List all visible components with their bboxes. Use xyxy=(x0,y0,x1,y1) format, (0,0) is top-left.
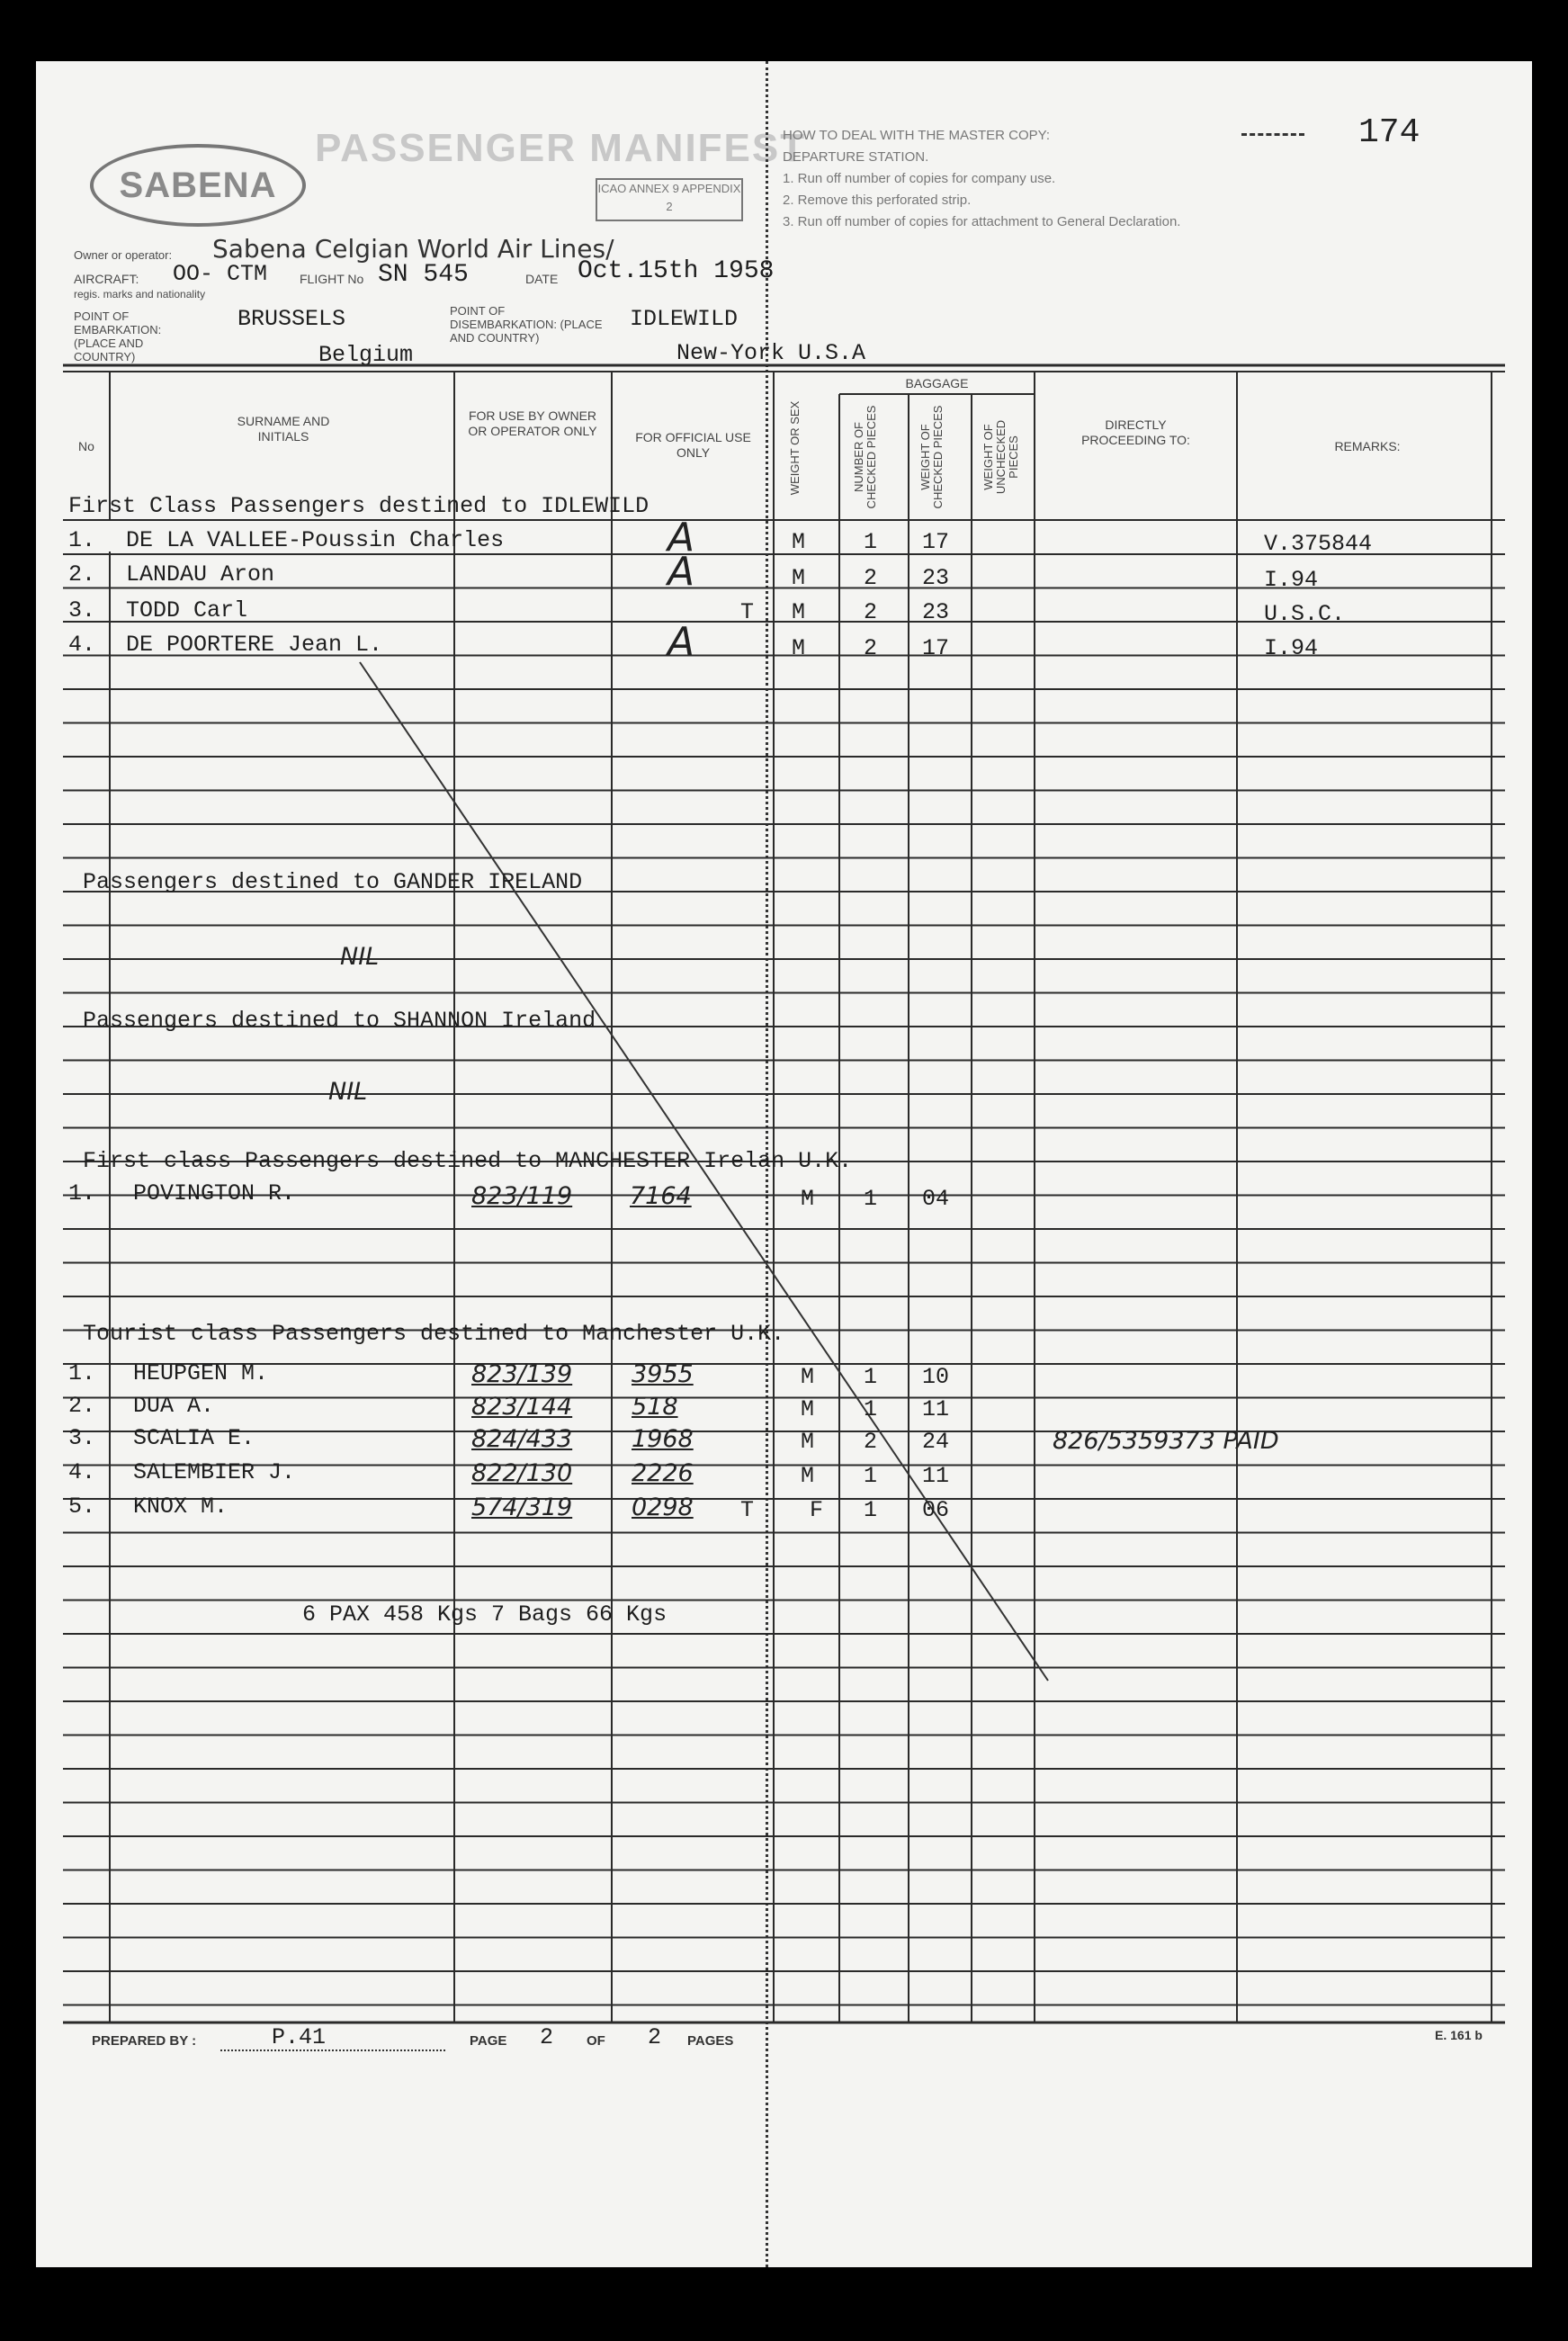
aircraft-label: AIRCRAFT: xyxy=(74,272,139,286)
shannon-nil: NIL xyxy=(328,1078,368,1106)
row-official: 518 xyxy=(632,1393,678,1421)
of-label: OF xyxy=(587,2033,605,2049)
col-weight-sex: WEIGHT OR SEX xyxy=(788,400,802,496)
row-official: 7164 xyxy=(630,1182,692,1210)
row-pieces: 1 xyxy=(864,1364,878,1390)
page-label: PAGE xyxy=(470,2033,507,2049)
row-name: SALEMBIER J. xyxy=(133,1459,296,1485)
row-pieces: 2 xyxy=(864,1429,878,1455)
prepared-underline xyxy=(220,2049,445,2051)
row-flag: T xyxy=(740,1497,755,1523)
row-official: A xyxy=(668,515,695,561)
row-owner: 823/119 xyxy=(471,1182,573,1210)
row-official: 2226 xyxy=(632,1459,694,1487)
embark-label: POINT OF EMBARKATION: (PLACE AND COUNTRY) xyxy=(74,309,162,363)
row-no: 5. xyxy=(68,1493,96,1520)
row-name: TODD Carl xyxy=(126,597,248,623)
row-sex: M xyxy=(792,529,806,555)
row-weight: 04 xyxy=(922,1186,950,1212)
section-title-idlewild: First Class Passengers destined to IDLEWILD xyxy=(68,493,650,519)
row-name: DUA A. xyxy=(133,1393,215,1419)
row-directly: 826/5359373 PAID xyxy=(1053,1427,1279,1455)
row-weight: 17 xyxy=(922,529,950,555)
row-no: 3. xyxy=(68,597,96,623)
row-weight: 06 xyxy=(922,1497,950,1523)
row-sex: M xyxy=(792,635,806,661)
pages-label: PAGES xyxy=(687,2033,734,2049)
row-pieces: 1 xyxy=(864,1463,878,1489)
row-no: 2. xyxy=(68,1393,96,1419)
icao-stamp-text: ICAO ANNEX 9 APPENDIX 2 xyxy=(597,182,741,213)
row-sex: M xyxy=(792,565,806,591)
col-weight-checked: WEIGHT OF CHECKED PIECES xyxy=(918,405,945,509)
row-pieces: 1 xyxy=(864,1396,878,1422)
row-pieces: 1 xyxy=(864,529,878,555)
col-no: No xyxy=(78,439,94,453)
row-official: 0298 xyxy=(632,1493,694,1521)
row-owner: 823/144 xyxy=(471,1393,573,1421)
row-sex: M xyxy=(801,1463,815,1489)
instruction-line-2: 1. Run off number of copies for company use. xyxy=(783,171,1056,186)
row-official: 1968 xyxy=(632,1425,694,1453)
row-pieces: 2 xyxy=(864,635,878,661)
instruction-line-0: HOW TO DEAL WITH THE MASTER COPY: xyxy=(783,128,1050,143)
section-title-gander: Passengers destined to GANDER IRELAND xyxy=(83,869,583,895)
row-weight: 24 xyxy=(922,1429,950,1455)
row-no: 4. xyxy=(68,1459,96,1485)
embark-city: BRUSSELS xyxy=(237,306,346,332)
row-owner: 824/433 xyxy=(471,1425,573,1453)
col-remarks: REMARKS: xyxy=(1334,439,1401,453)
row-no: 1. xyxy=(68,1180,96,1206)
row-weight: 23 xyxy=(922,599,950,625)
row-weight: 23 xyxy=(922,565,950,591)
col-weight-unchecked: WEIGHT OF UNCHECKED PIECES xyxy=(981,419,1020,495)
row-owner: 823/139 xyxy=(471,1360,573,1388)
totals-summary: 6 PAX 458 Kgs 7 Bags 66 Kgs xyxy=(302,1601,668,1628)
row-sex: M xyxy=(801,1364,815,1390)
row-weight: 17 xyxy=(922,635,950,661)
row-owner: 574/319 xyxy=(471,1493,573,1521)
row-no: 4. xyxy=(68,632,96,658)
row-name: KNOX M. xyxy=(133,1493,228,1520)
disembark-country: New-York U.S.A xyxy=(676,340,866,366)
flight-label: FLIGHT No xyxy=(300,272,364,286)
row-sex: M xyxy=(792,599,806,625)
gander-nil: NIL xyxy=(340,943,380,971)
col-directly: DIRECTLY PROCEEDING TO: xyxy=(1081,417,1190,447)
row-sex: F xyxy=(810,1497,824,1523)
row-pieces: 1 xyxy=(864,1186,878,1212)
manifest-title: PASSENGER MANIFEST xyxy=(315,126,807,170)
flight-date: Oct.15th 1958 xyxy=(578,257,775,285)
manifest-sheet xyxy=(36,61,1532,2267)
instruction-line-1: DEPARTURE STATION. xyxy=(783,149,929,165)
col-baggage: BAGGAGE xyxy=(905,376,969,390)
col-official: FOR OFFICIAL USE ONLY xyxy=(635,430,751,460)
prepared-value: P.41 xyxy=(272,2024,327,2050)
page-number: 174 xyxy=(1358,113,1420,152)
row-name: DE LA VALLEE-Poussin Charles xyxy=(126,527,505,553)
embark-country: Belgium xyxy=(318,342,414,368)
instruction-line-3: 2. Remove this perforated strip. xyxy=(783,193,972,208)
section-title-manchester-tourist: Tourist class Passengers destined to Manchester U.K. xyxy=(83,1321,785,1347)
row-name: SCALIA E. xyxy=(133,1425,255,1451)
aircraft-value: OO- CTM xyxy=(173,261,268,287)
disembark-label: POINT OF DISEMBARKATION: (PLACE AND COUNTRY) xyxy=(450,304,603,345)
row-flag: T xyxy=(740,599,755,625)
row-remarks: U.S.C. xyxy=(1264,601,1346,627)
date-label: DATE xyxy=(525,272,559,286)
row-sex: M xyxy=(801,1396,815,1422)
row-official: 3955 xyxy=(632,1360,694,1388)
of-value: 2 xyxy=(648,2024,662,2050)
form-code: E. 161 b xyxy=(1435,2028,1483,2042)
row-official: A xyxy=(668,619,695,665)
prepared-label: PREPARED BY : xyxy=(92,2033,197,2049)
col-owner: FOR USE BY OWNER OR OPERATOR ONLY xyxy=(468,408,597,438)
row-sex: M xyxy=(801,1429,815,1455)
row-name: HEUPGEN M. xyxy=(133,1360,269,1386)
row-weight: 11 xyxy=(922,1396,950,1422)
section-title-manchester-first: First class Passengers destined to MANCHESTER Irelan U.K. xyxy=(83,1148,853,1174)
col-surname: SURNAME AND INITIALS xyxy=(237,414,330,444)
row-no: 2. xyxy=(68,561,96,587)
row-name: DE POORTERE Jean L. xyxy=(126,632,383,658)
flight-no: SN 545 xyxy=(378,261,469,289)
operator-label: Owner or operator: xyxy=(74,248,173,262)
row-pieces: 2 xyxy=(864,565,878,591)
row-name: POVINGTON R. xyxy=(133,1180,296,1206)
row-official: A xyxy=(668,549,695,595)
section-title-shannon: Passengers destined to SHANNON Ireland xyxy=(83,1008,596,1034)
row-sex: M xyxy=(801,1186,815,1212)
row-weight: 11 xyxy=(922,1463,950,1489)
row-pieces: 2 xyxy=(864,599,878,625)
sabena-logo: SABENA xyxy=(90,144,306,227)
instruction-line-4: 3. Run off number of copies for attachment to General Declaration. xyxy=(783,214,1181,229)
row-remarks: V.375844 xyxy=(1264,531,1373,557)
row-no: 1. xyxy=(68,527,96,553)
row-owner: 822/130 xyxy=(471,1459,573,1487)
aircraft-sub: regis. marks and nationality xyxy=(74,288,206,300)
row-remarks: I.94 xyxy=(1264,567,1319,593)
page-value: 2 xyxy=(540,2024,554,2050)
operator-value: Sabena Celgian World Air Lines/ xyxy=(212,234,614,264)
row-remarks: I.94 xyxy=(1264,635,1319,661)
col-pieces: NUMBER OF CHECKED PIECES xyxy=(852,405,878,509)
disembark-city: IDLEWILD xyxy=(630,306,739,332)
row-weight: 10 xyxy=(922,1364,950,1390)
row-no: 1. xyxy=(68,1360,96,1386)
row-no: 3. xyxy=(68,1425,96,1451)
row-pieces: 1 xyxy=(864,1497,878,1523)
row-name: LANDAU Aron xyxy=(126,561,275,587)
